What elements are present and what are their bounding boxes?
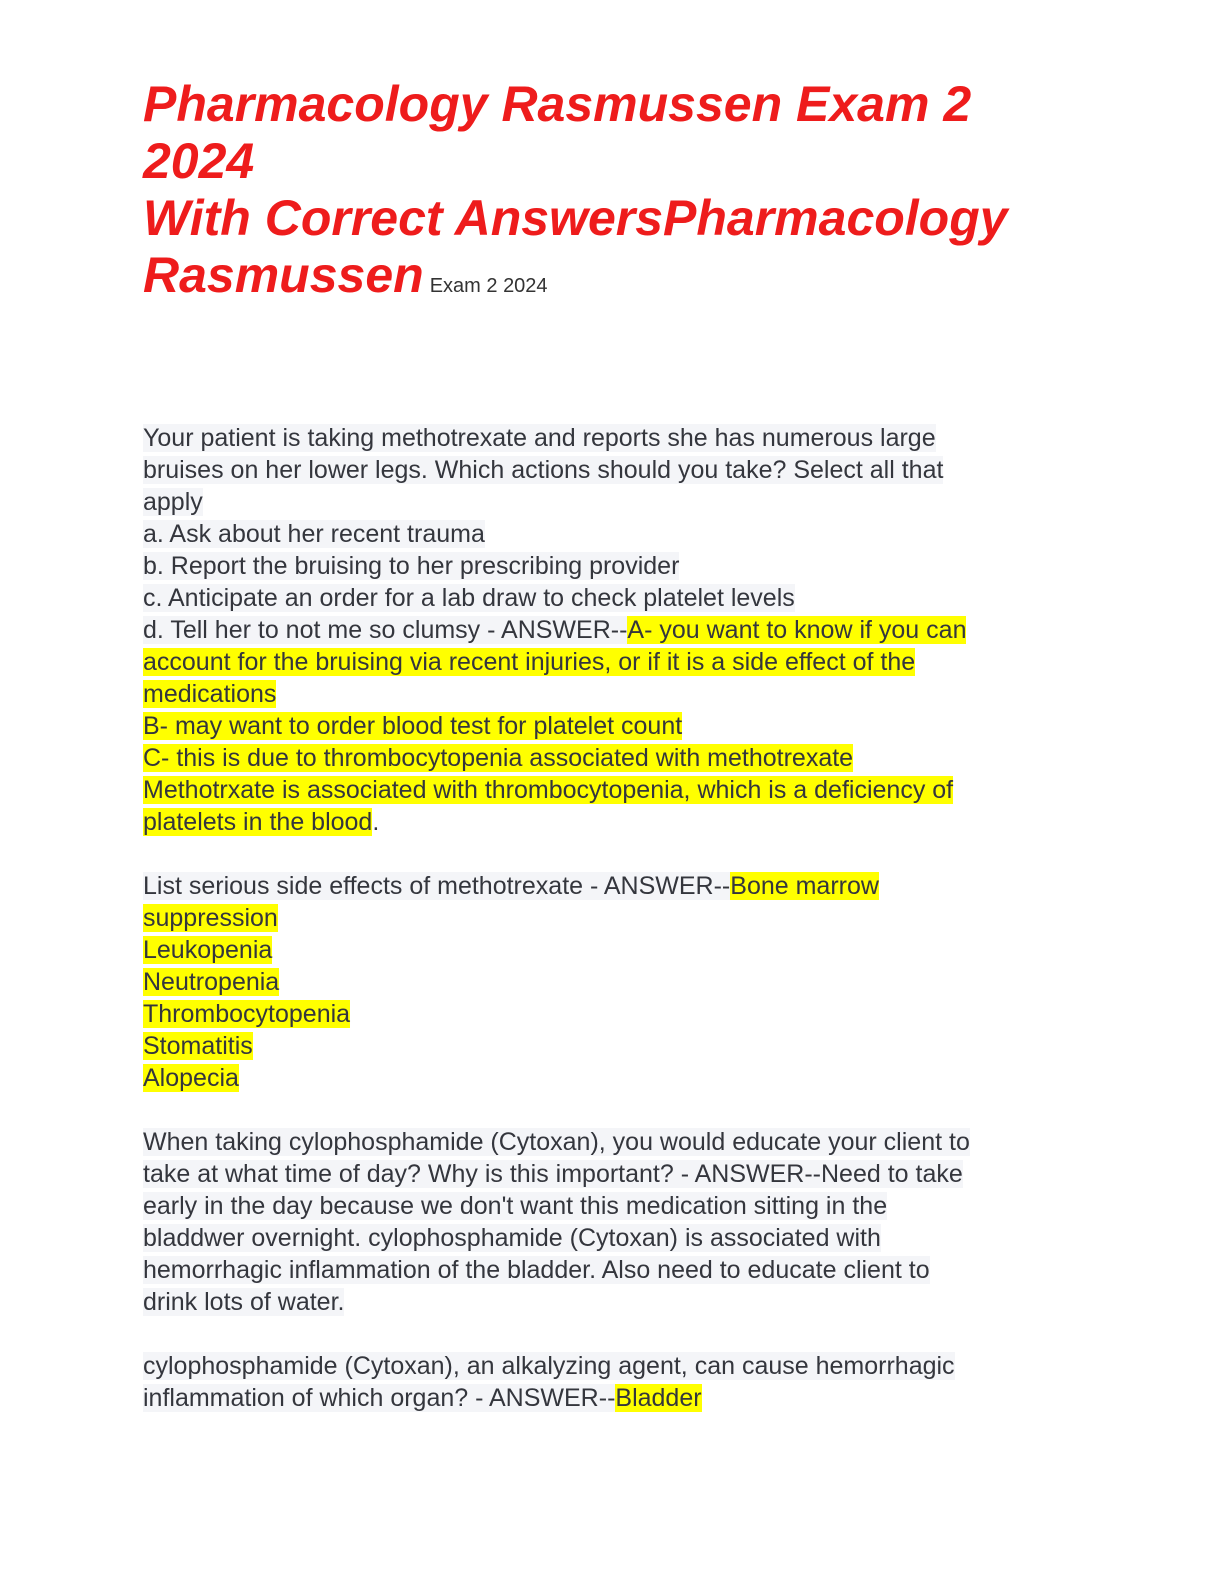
title-line-4 [143,247,1083,304]
q2-answer-line-4: Neutropenia [143,968,280,996]
q1-answer-line-4: B- may want to order blood test for platelet count [143,712,683,740]
q1-answer-line-7: platelets in the blood [143,808,373,836]
q1-option-b: b. Report the bruising to her prescribing provider [143,552,680,580]
q1-answer-line-5: C- this is due to thrombocytopenia associated with methotrexate [143,744,854,772]
q1-option-c: c. Anticipate an order for a lab draw to check platelet levels [143,584,795,612]
q1-answer-line-1: A- you want to know if you can [627,616,967,644]
q1-answer-line-2: account for the bruising via recent injuries, or if it is a side effect of the [143,648,916,676]
q3-line-4: bladdwer overnight. cylophosphamide (Cytoxan) is associated with [143,1224,881,1252]
q2-answer-line-7: Alopecia [143,1064,239,1092]
q3-line-5: hemorrhagic inflammation of the bladder. Also need to educate client to [143,1256,930,1284]
question-block-1 [143,422,1083,838]
q1-answer-line-3: medications [143,680,277,708]
title-line-1: Pharmacology Rasmussen Exam 2 [143,76,972,132]
q1-question-line-2: bruises on her lower legs. Which actions should you take? Select all that [143,456,944,484]
q1-option-a: a. Ask about her recent trauma [143,520,485,548]
q2-answer-line-5: Thrombocytopenia [143,1000,351,1028]
q4-line-2: inflammation of which organ? - ANSWER-- [143,1384,616,1412]
q4-answer: Bladder [615,1384,702,1412]
q2-answer-line-6: Stomatitis [143,1032,253,1060]
document-page [143,76,1083,1414]
q1-answer-line-6: Methotrxate is associated with thrombocytopenia, which is a deficiency of [143,776,954,804]
question-block-4 [143,1350,1083,1414]
document-title [143,76,1083,304]
title-line-2: 2024 [143,133,255,189]
q2-question: List serious side effects of methotrexate - ANSWER-- [143,872,731,900]
q1-option-d: d. Tell her to not me so clumsy - ANSWER-- [143,616,628,644]
question-block-2 [143,870,1083,1094]
q1-question-line-1: Your patient is taking methotrexate and reports she has numerous large [143,424,936,452]
title-line-3: With Correct AnswersPharmacology [143,190,1008,246]
q4-line-1: cylophosphamide (Cytoxan), an alkalyzing agent, can cause hemorrhagic [143,1352,955,1380]
q3-line-2: take at what time of day? Why is this important? - ANSWER--Need to take [143,1160,963,1188]
q2-answer-line-1: Bone marrow [730,872,879,900]
q2-answer-line-2: suppression [143,904,278,932]
q2-answer-line-3: Leukopenia [143,936,273,964]
q3-line-1: When taking cylophosphamide (Cytoxan), you would educate your client to [143,1128,970,1156]
q3-line-6: drink lots of water. [143,1288,345,1316]
question-block-3 [143,1126,1083,1318]
title-line-4-text: Rasmussen [143,247,424,303]
q1-question-line-3: apply [143,488,203,516]
document-body [143,422,1083,1414]
q1-answer-period: . [372,808,380,836]
q3-line-3: early in the day because we don't want this medication sitting in the [143,1192,888,1220]
title-suffix: Exam 2 2024 [429,275,548,297]
